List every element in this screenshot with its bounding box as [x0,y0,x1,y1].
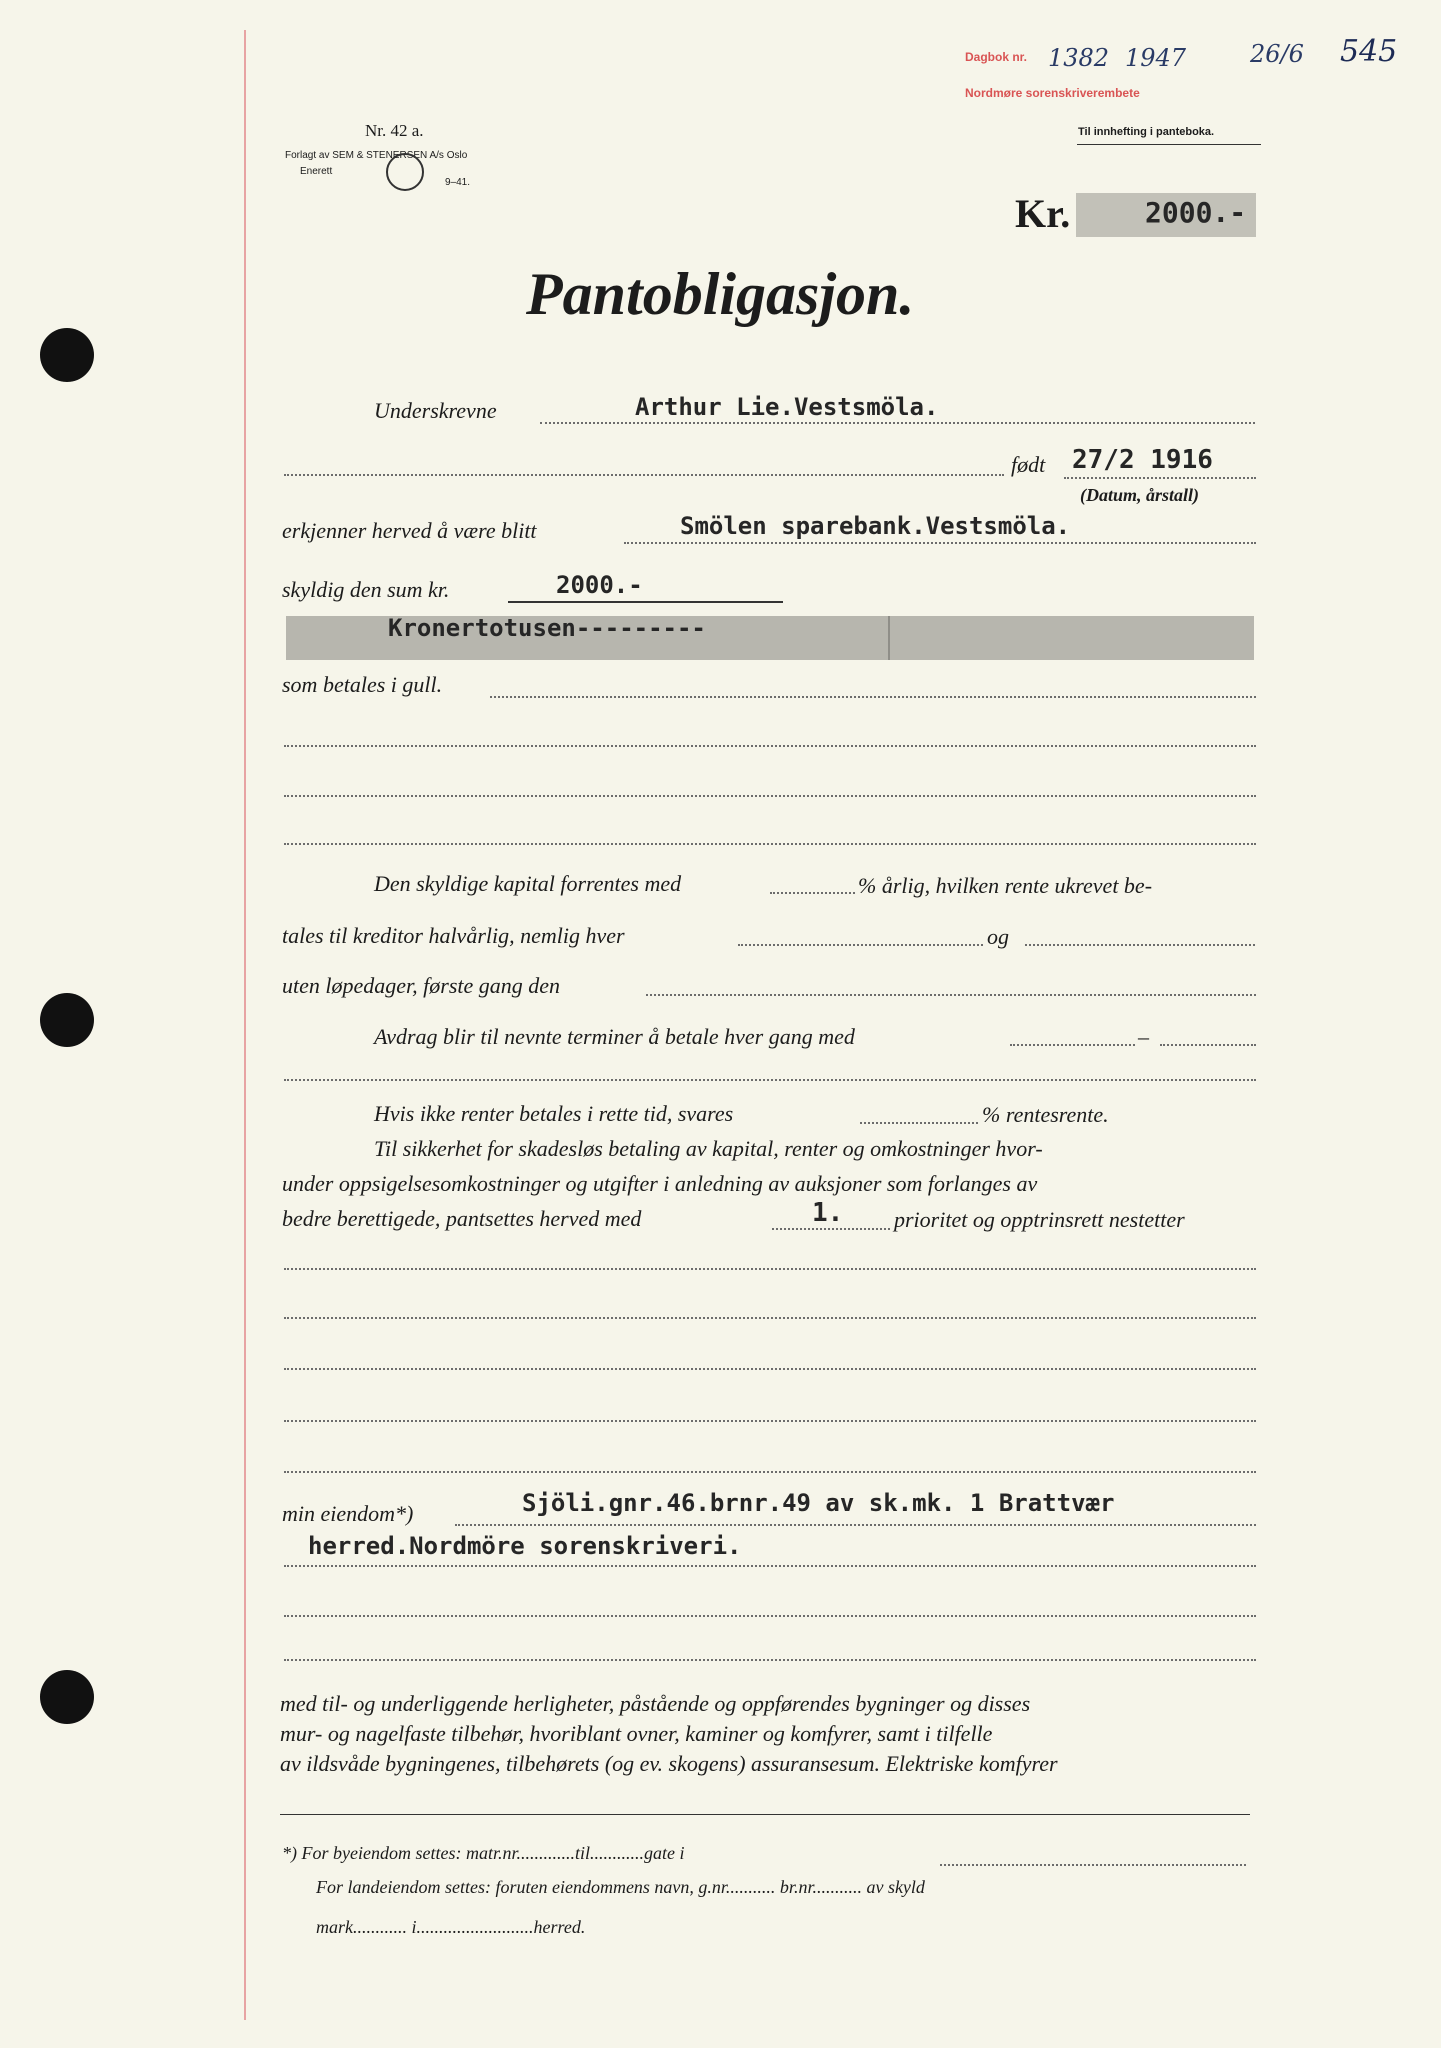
appurtenances-line3: av ildsvåde bygningenes, tilbehørets (og ev. skogens) assuransesum. Elektriske komfyrer [280,1751,1058,1776]
amount-label: Kr. [1015,191,1071,236]
registry-date: 26/6 [1250,40,1304,68]
security-line1: Til sikkerhet for skadesløs betaling av kapital, renter og omkostninger hvor- [374,1136,1043,1161]
interest-rate-line [770,892,855,894]
blank-line-5 [284,1268,1256,1270]
binding-note-underline [1077,144,1261,145]
interest-line2-b: og [987,924,1009,949]
property-line1-rule [455,1524,1256,1526]
penalty-rate-line [860,1122,978,1124]
blank-line-7 [284,1368,1256,1370]
property-line1: Sjöli.gnr.46.brnr.49 av sk.mk. 1 Brattvær [522,1489,1115,1517]
undersigned-value: Arthur Lie.Vestsmöla. [635,393,939,421]
interest-line3: uten løpedager, første gang den [282,973,561,998]
interest-line1-b: % årlig, hvilken rente ukrevet be- [858,873,1153,898]
words-band-divider [888,616,890,660]
publisher-line1: Forlagt av SEM & STENERSEN A/s Oslo [285,150,468,161]
security-line2: under oppsigelsesomkostninger og utgifter i anledning av auksjoner som forlanges av [282,1171,1038,1196]
punch-hole-bottom [40,1670,94,1724]
security-line3-a: bedre berettigede, pantsettes herved med [282,1206,642,1231]
punch-hole-middle [40,993,94,1047]
interest-date2-line [1025,944,1255,946]
words-value: Kronertotusen--------- [388,614,706,642]
installment-amount-line [1010,1044,1135,1046]
blank-line-10 [284,1615,1256,1617]
form-number: Nr. 42 a. [365,121,424,140]
blank-line-11 [284,1659,1256,1661]
blank-line-2 [284,795,1256,797]
footnote-line3: mark............ i..........................herred. [316,1917,586,1937]
owed-value: 2000.- [556,571,643,599]
interest-line2-a: tales til kreditor halvårlig, nemlig hver [282,923,625,948]
property-line2-rule [284,1565,1256,1567]
interest-line1-a: Den skyldige kapital forrentes med [374,871,682,896]
footnote-line1-rule [940,1864,1246,1866]
gold-line [490,696,1256,698]
margin-line [244,30,246,2020]
installment-dash: – [1138,1024,1149,1049]
binding-note: Til innhefting i panteboka. [1078,126,1215,138]
page-title: Pantobligasjon. [526,261,915,327]
security-line3-b: prioritet og opptrinsrett nestetter [894,1207,1185,1232]
property-label: min eiendom*) [282,1501,414,1526]
paid-in-gold-text: som betales i gull. [282,672,443,697]
born-label: født [1011,452,1046,477]
installment-line-end [1160,1044,1256,1046]
publisher-logo-icon [386,153,424,191]
footnote-line1: *) For byeiendom settes: matr.nr.............til............gate i [282,1843,685,1863]
amount-value: 2000.- [1145,196,1247,229]
undersigned-line [540,422,1255,424]
blank-line-9 [284,1471,1256,1473]
registry-stamp-line1: Dagbok nr. [965,50,1028,64]
dagbok-number: 1382 [1048,44,1110,72]
blank-line-3 [284,843,1256,845]
blank-line-4 [284,1079,1256,1081]
born-line-left [284,474,1004,476]
interest-date1-line [738,944,983,946]
owed-label: skyldig den sum kr. [282,577,450,602]
acknowledge-label: erkjenner herved å være blitt [282,518,537,543]
creditor-value: Smölen sparebank.Vestsmöla. [680,512,1071,540]
creditor-line [624,542,1256,544]
blank-line-8 [284,1420,1256,1422]
publisher-date: 9–41. [445,177,471,188]
born-line-right [1064,477,1256,479]
first-time-line [646,994,1256,996]
priority-value: 1. [812,1198,844,1228]
installment-line: Avdrag blir til nevnte terminer å betale hver gang med [374,1024,855,1049]
blank-line-6 [284,1317,1256,1319]
registry-stamp-line2: Nordmøre sorenskriverembete [965,86,1140,100]
footnote-line2: For landeiendom settes: foruten eiendommens navn, g.nr........... br.nr........... av skyld [316,1877,925,1897]
appurtenances-line1: med til- og underliggende herligheter, påstående og oppførendes bygninger og disses [280,1691,1031,1716]
publisher-line2: Enerett [300,166,333,177]
page-number: 545 [1340,34,1398,69]
appurtenances-line2: mur- og nagelfaste tilbehør, hvoriblant ovner, kaminer og komfyrer, samt i tilfelle [280,1721,993,1746]
undersigned-label: Underskrevne [374,398,497,423]
property-line2: herred.Nordmöre sorenskriveri. [308,1532,742,1560]
punch-hole-top [40,328,94,382]
owed-underline [508,601,783,603]
penalty-line-a: Hvis ikke renter betales i rette tid, svares [374,1101,734,1126]
registry-year: 1947 [1125,44,1187,72]
footnote-divider [280,1814,1250,1815]
blank-line-1 [284,745,1256,747]
priority-line [772,1228,890,1230]
penalty-line-b: % rentesrente. [982,1102,1109,1127]
born-value: 27/2 1916 [1072,445,1213,475]
born-hint: (Datum, årstall) [1080,485,1200,505]
